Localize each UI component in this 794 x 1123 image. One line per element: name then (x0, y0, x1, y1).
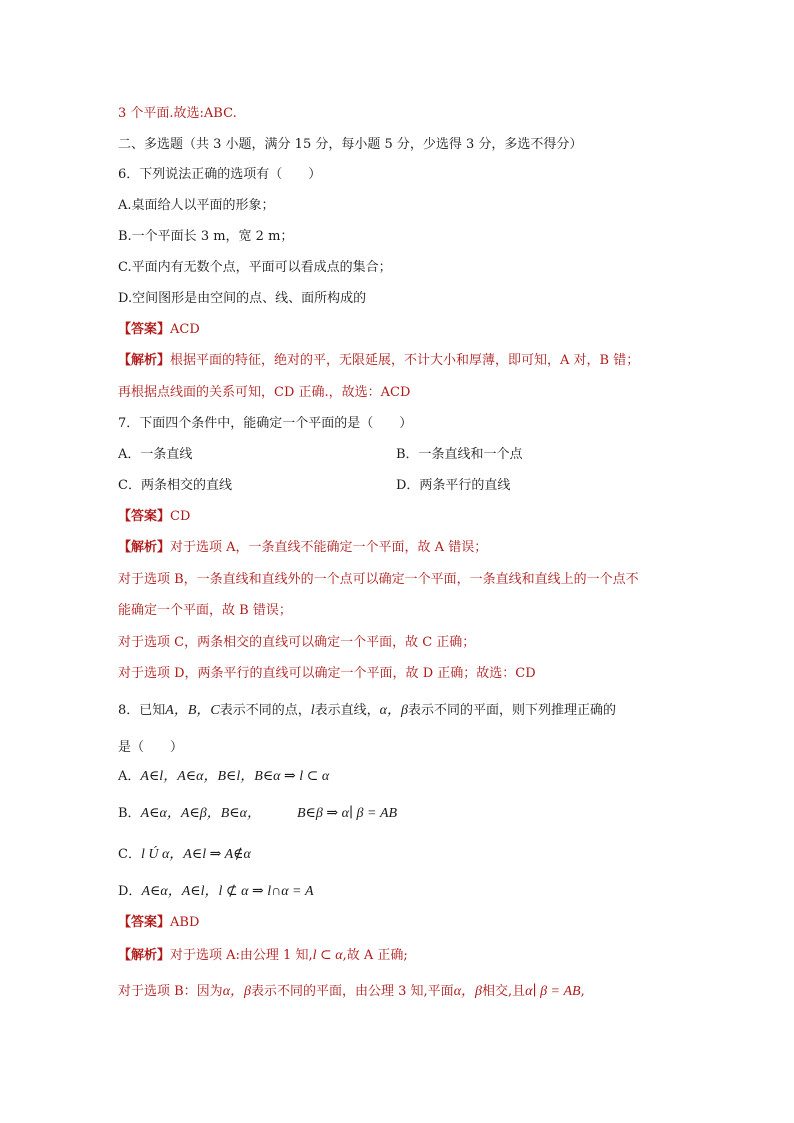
q8-planes-math: α，β (379, 703, 408, 718)
q8-option-b (118, 806, 397, 822)
question-8 (118, 703, 616, 719)
q8-option-a (118, 769, 329, 785)
q6-option-d: D.空间图形是由空间的点、线、面所构成的 (118, 291, 367, 306)
answer-tag: 【答案】 (118, 915, 171, 930)
analysis-text: 根据平面的特征，绝对的平，无限延展，不计大小和厚薄，即可知，A 对，B 错； (170, 353, 640, 368)
analysis-text-4: , (580, 984, 585, 999)
analysis-math-1: α，β (222, 984, 252, 999)
option-label: A． (118, 769, 141, 784)
answer-continuation: 3 个平面.故选:ABC. (118, 106, 237, 121)
analysis-tag: 【解析】 (118, 353, 171, 368)
analysis-text-2: ,故 A 正确; (342, 948, 408, 963)
option-label: B． (118, 806, 141, 821)
analysis-text-3: 相交,且 (482, 984, 526, 999)
option-label: D． (118, 884, 142, 899)
analysis-math-2: α，β (453, 984, 483, 999)
q8-answer (118, 915, 199, 931)
question-6: 6．下列说法正确的选项有（ ） (118, 167, 322, 182)
q8-analysis (118, 948, 408, 964)
answer-tag: 【答案】 (118, 322, 171, 337)
q8-option-d (118, 884, 314, 900)
q8-text-4: 表示不同的平面，则下列推理正确的 (407, 703, 616, 718)
analysis-text-2: 表示不同的平面，由公理 3 知,平面 (251, 984, 454, 999)
q8-text-2: 表示不同的点， (219, 703, 311, 718)
q7-analysis (118, 540, 487, 556)
analysis-tag: 【解析】 (118, 948, 171, 963)
answer-tag: 【答案】 (118, 509, 171, 524)
q8-text-1: 8．已知 (118, 703, 166, 718)
q8-text-3: 表示直线， (314, 703, 380, 718)
q6-analysis (118, 353, 639, 369)
q8-option-c (118, 847, 251, 863)
analysis-math-3: α∣ β = AB (525, 984, 581, 999)
question-8-cont: 是（ ） (118, 740, 184, 755)
question-7: 7．下面四个条件中，能确定一个平面的是（ ） (118, 416, 413, 431)
q6-analysis-cont: 再根据点线面的关系可知，CD 正确.，故选：ACD (118, 385, 411, 400)
option-formula-1: A∈α，A∈β，B∈α， (140, 806, 261, 821)
q7-analysis-d: 对于选项 D，两条平行的直线可以确定一个平面，故 D 正确；故选：CD (118, 666, 536, 681)
q7-option-b: B．一条直线和一个点 (396, 447, 523, 462)
option-formula-2: B∈β ⇒ α∣ β = AB (296, 806, 398, 821)
analysis-tag: 【解析】 (118, 540, 171, 555)
q6-answer (118, 322, 200, 338)
q8-points-math: A，B，C (165, 703, 220, 718)
q7-option-c: C．两条相交的直线 (118, 478, 232, 493)
option-label: C． (118, 847, 141, 862)
q7-option-d: D．两条平行的直线 (396, 478, 511, 493)
q6-option-a: A.桌面给人以平面的形象； (118, 198, 275, 213)
answer-value: ABD (170, 915, 200, 930)
analysis-text-1: 对于选项 A:由公理 1 知, (170, 948, 313, 963)
section-heading: 二、多选题（共 3 小题，满分 15 分，每小题 5 分，少选得 3 分，多选不得分） (118, 137, 583, 152)
answer-value: CD (170, 509, 191, 524)
analysis-text-1: 对于选项 B：因为 (118, 984, 223, 999)
q7-answer (118, 509, 190, 525)
q6-option-b: B.一个平面长 3 m，宽 2 m； (118, 229, 294, 244)
analysis-math: l ⊂ α (312, 948, 343, 963)
q7-analysis-b: 对于选项 B，一条直线和直线外的一个点可以确定一个平面，一条直线和直线上的一个点不 (118, 572, 639, 587)
answer-value: ACD (170, 322, 200, 337)
q8-analysis-b (118, 984, 585, 1000)
analysis-text: 对于选项 A，一条直线不能确定一个平面，故 A 错误； (170, 540, 488, 555)
option-formula: A∈α，A∈l，l ⊄ α ⇒ l∩α = A (141, 884, 314, 899)
q6-option-c: C.平面内有无数个点，平面可以看成点的集合； (118, 260, 392, 275)
q7-analysis-b-cont: 能确定一个平面，故 B 错误； (118, 603, 292, 618)
q8-line-math: l (310, 703, 315, 718)
q7-analysis-c: 对于选项 C，两条相交的直线可以确定一个平面，故 C 正确； (118, 635, 476, 650)
option-formula: l Ú α，A∈l ⇒ A∉α (140, 847, 251, 862)
option-formula: A∈l，A∈α，B∈l，B∈α ⇒ l ⊂ α (140, 769, 330, 784)
q7-option-a: A．一条直线 (118, 447, 193, 462)
